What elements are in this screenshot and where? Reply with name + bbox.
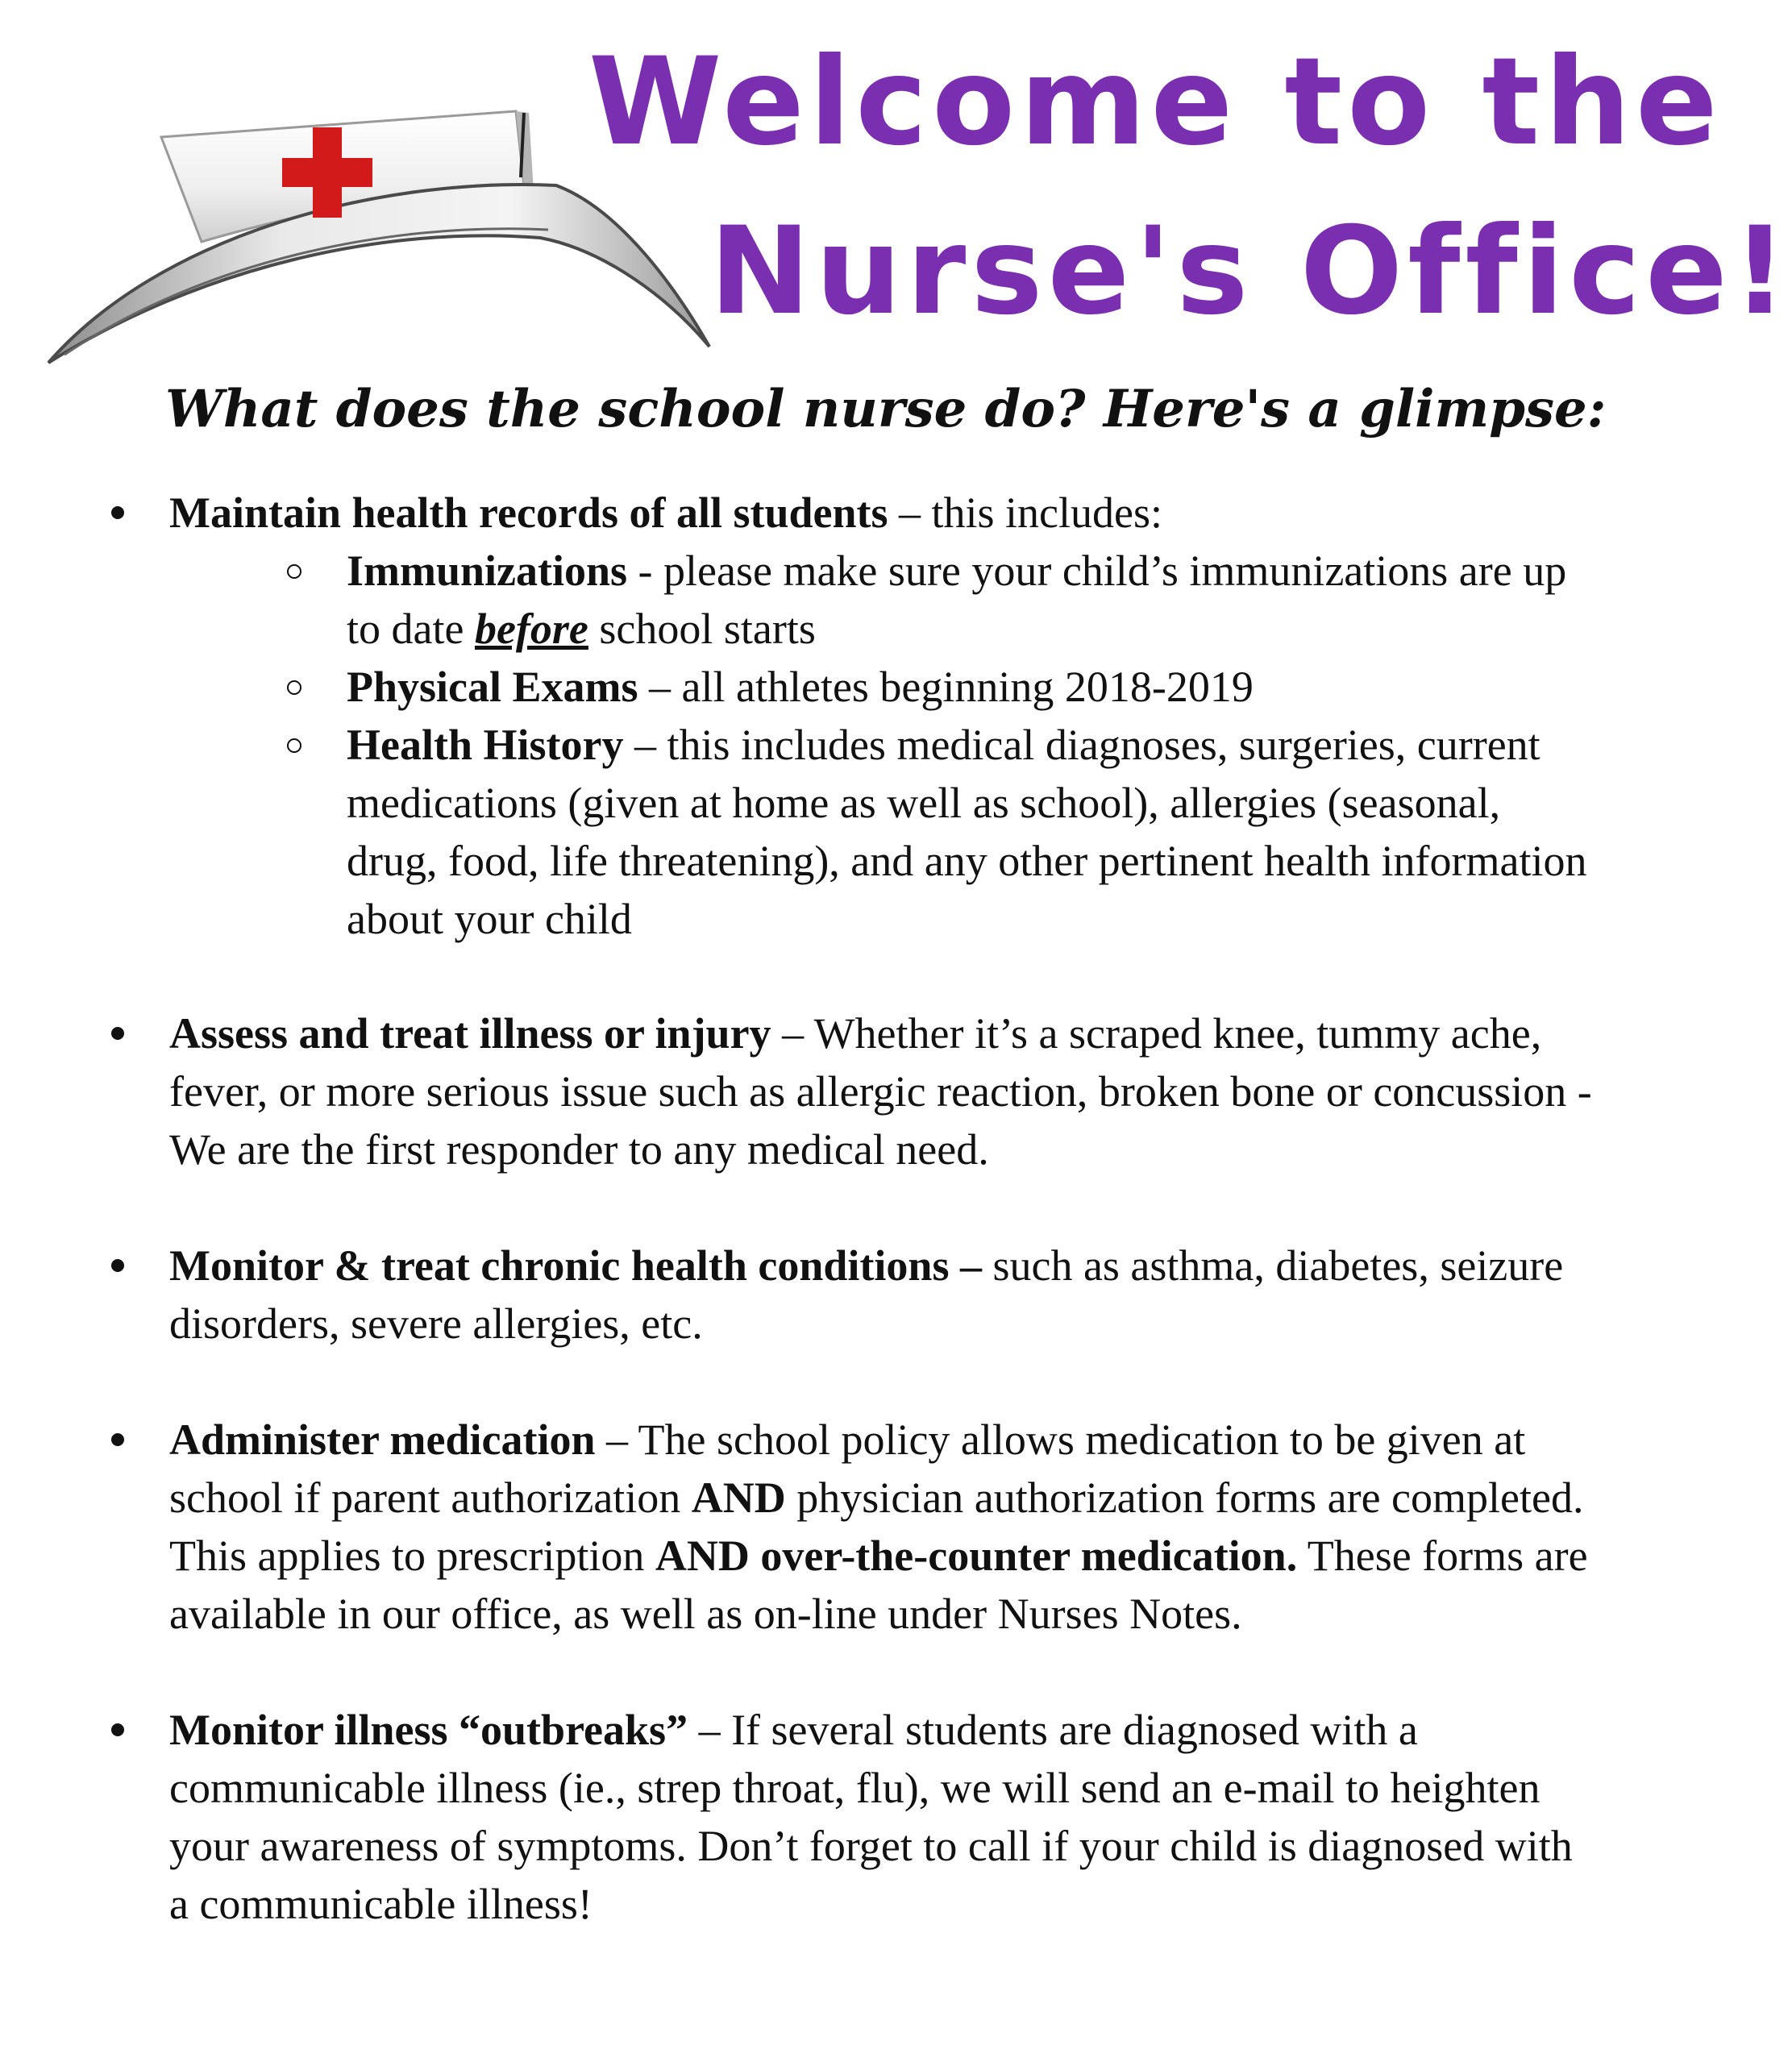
sub-list-item <box>105 658 1596 716</box>
title-line-1: Welcome to the <box>588 32 1723 172</box>
item-heading: Administer medication <box>169 1415 596 1464</box>
item-heading: Assess and treat illness or injury <box>169 1009 771 1058</box>
sub-item-heading: Immunizations <box>347 547 628 595</box>
item-text: – Whether it’s a scraped knee, tummy ache, fever, or more serious issue such as allergic reaction, broken bone or concussion - We are the first responder to any medical need. <box>169 1009 1592 1174</box>
sub-item-heading: Physical Exams <box>347 663 638 711</box>
item-text: – The school policy allows medication to be given at school if parent authorization <box>169 1415 1526 1522</box>
item-text: These forms are available in our office, as well as on-line under Nurses Notes. <box>169 1532 1588 1638</box>
item-heading: Monitor illness “outbreaks” <box>169 1706 688 1754</box>
sub-item-text: – all athletes beginning 2018-2019 <box>638 663 1254 711</box>
list-item <box>105 1701 1596 1933</box>
subtitle: What does the school nurse do? Here's a glimpse: <box>165 379 1607 439</box>
list-item <box>105 1004 1596 1178</box>
emphasis-text: before <box>474 605 588 653</box>
sub-item-text: school starts <box>588 605 816 653</box>
item-emphasis: AND <box>691 1474 786 1522</box>
sub-list-item <box>105 716 1596 948</box>
item-text: such as asthma, diabetes, seizure disorders, severe allergies, etc. <box>169 1241 1564 1348</box>
item-text: physician authorization forms are completed. This applies to prescription <box>169 1474 1584 1580</box>
item-text: – If several students are diagnosed with a communicable illness (ie., strep throat, flu), we will send an e-mail to heighten your awareness of symptoms. Don’t forget to call if your child is diagnosed with a communicable illness! <box>169 1706 1573 1928</box>
item-emphasis: AND over-the-counter medication. <box>655 1532 1298 1580</box>
item-text: – this includes: <box>888 488 1163 537</box>
circle-bullet-icon <box>287 738 301 753</box>
item-heading: Maintain health records of all students <box>169 488 888 537</box>
bullet-icon <box>111 506 124 519</box>
circle-bullet-icon <box>287 564 301 579</box>
item-heading: Monitor & treat chronic health conditions – <box>169 1241 982 1290</box>
bullet-icon <box>111 1259 124 1272</box>
bullet-icon <box>111 1433 124 1446</box>
sub-item-text: – this includes medical diagnoses, surgeries, current medications (given at home as well as school), allergies (seasonal, drug, food, life threatening), and any other pertinent health information about your child <box>347 721 1587 943</box>
circle-bullet-icon <box>287 680 301 695</box>
title-line-2: Nurse's Office! <box>709 202 1792 342</box>
bullet-icon <box>111 1027 124 1040</box>
sub-item-text: - please make sure your child’s immunizations are up to date <box>347 547 1567 653</box>
list-item <box>105 1237 1596 1353</box>
list-item <box>105 1411 1596 1643</box>
list-item <box>105 484 1596 542</box>
sub-item-heading: Health History <box>347 721 624 769</box>
duties-list <box>105 484 1596 1933</box>
sub-list-item <box>105 542 1596 658</box>
bullet-icon <box>111 1723 124 1736</box>
